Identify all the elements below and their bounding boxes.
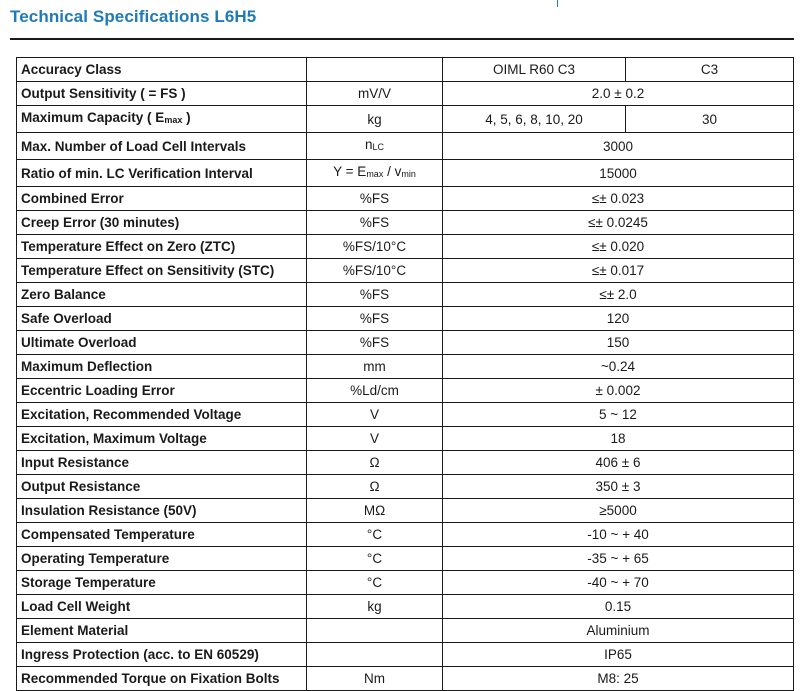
- spec-parameter: Accuracy Class: [17, 58, 307, 82]
- spec-parameter: Recommended Torque on Fixation Bolts: [17, 667, 307, 691]
- table-row: [17, 331, 794, 355]
- spec-value: 350 ± 3: [443, 475, 794, 499]
- spec-parameter: Maximum Capacity ( $E_{max}$ ): [17, 106, 307, 133]
- table-row: [17, 58, 794, 82]
- spec-unit: %FS: [307, 307, 443, 331]
- page-title: Technical Specifications L6H5: [10, 7, 257, 26]
- spec-value: ~0.24: [443, 355, 794, 379]
- spec-value: 3000: [443, 133, 794, 160]
- spec-value: -40 ~ + 70: [443, 571, 794, 595]
- spec-unit: %FS: [307, 211, 443, 235]
- spec-unit: %FS/10°C: [307, 235, 443, 259]
- spec-parameter: Maximum Deflection: [17, 355, 307, 379]
- spec-unit: Ω: [307, 475, 443, 499]
- table-row: [17, 451, 794, 475]
- table-row: [17, 499, 794, 523]
- table-row: [17, 523, 794, 547]
- spec-table-body: [17, 58, 794, 691]
- spec-unit: %Ld/cm: [307, 379, 443, 403]
- spec-unit: [307, 643, 443, 667]
- spec-unit: Ω: [307, 451, 443, 475]
- spec-parameter: Ingress Protection (acc. to EN 60529): [17, 643, 307, 667]
- spec-value: 120: [443, 307, 794, 331]
- spec-parameter: Temperature Effect on Zero (ZTC): [17, 235, 307, 259]
- spec-value: IP65: [443, 643, 794, 667]
- spec-parameter: Ultimate Overload: [17, 331, 307, 355]
- table-row: [17, 571, 794, 595]
- spec-parameter: Operating Temperature: [17, 547, 307, 571]
- table-row: [17, 82, 794, 106]
- table-row: [17, 211, 794, 235]
- spec-value: -35 ~ + 65: [443, 547, 794, 571]
- table-row: [17, 379, 794, 403]
- spec-unit: [307, 619, 443, 643]
- spec-table: [16, 57, 794, 691]
- spec-value: ≤± 0.017: [443, 259, 794, 283]
- spec-value: M8: 25: [443, 667, 794, 691]
- table-row: [17, 475, 794, 499]
- spec-value: 4, 5, 6, 8, 10, 20: [443, 106, 626, 133]
- spec-unit: V: [307, 427, 443, 451]
- spec-parameter: Safe Overload: [17, 307, 307, 331]
- spec-parameter: Ratio of min. LC Verification Interval: [17, 160, 307, 187]
- table-row: [17, 283, 794, 307]
- table-row: [17, 160, 794, 187]
- table-row: [17, 403, 794, 427]
- spec-unit: [307, 58, 443, 82]
- spec-value: ≥5000: [443, 499, 794, 523]
- spec-parameter: Storage Temperature: [17, 571, 307, 595]
- spec-parameter: Load Cell Weight: [17, 595, 307, 619]
- spec-parameter: Excitation, Maximum Voltage: [17, 427, 307, 451]
- spec-parameter: Max. Number of Load Cell Intervals: [17, 133, 307, 160]
- spec-value: ≤± 0.023: [443, 187, 794, 211]
- header-tick-mark: [557, 0, 558, 7]
- spec-unit: $Y = E_{max} / v_{min}$: [307, 160, 443, 187]
- table-row: [17, 106, 794, 133]
- spec-parameter: Zero Balance: [17, 283, 307, 307]
- spec-unit: Nm: [307, 667, 443, 691]
- table-row: [17, 187, 794, 211]
- spec-value: 18: [443, 427, 794, 451]
- spec-parameter: Insulation Resistance (50V): [17, 499, 307, 523]
- spec-parameter: Eccentric Loading Error: [17, 379, 307, 403]
- table-row: [17, 427, 794, 451]
- spec-unit: %FS: [307, 187, 443, 211]
- spec-unit: kg: [307, 595, 443, 619]
- spec-parameter: Creep Error (30 minutes): [17, 211, 307, 235]
- spec-parameter: Compensated Temperature: [17, 523, 307, 547]
- spec-value: ≤± 2.0: [443, 283, 794, 307]
- spec-unit: $n_{LC}$: [307, 133, 443, 160]
- spec-value: 2.0 ± 0.2: [443, 82, 794, 106]
- spec-value: ≤± 0.0245: [443, 211, 794, 235]
- spec-value: OIML R60 C3: [443, 58, 626, 82]
- spec-unit: °C: [307, 547, 443, 571]
- spec-parameter: Combined Error: [17, 187, 307, 211]
- spec-unit: mm: [307, 355, 443, 379]
- spec-parameter: Excitation, Recommended Voltage: [17, 403, 307, 427]
- table-row: [17, 133, 794, 160]
- spec-value: 0.15: [443, 595, 794, 619]
- spec-value: ≤± 0.020: [443, 235, 794, 259]
- spec-parameter: Input Resistance: [17, 451, 307, 475]
- spec-parameter: Element Material: [17, 619, 307, 643]
- table-row: [17, 619, 794, 643]
- table-row: [17, 235, 794, 259]
- spec-value: Aluminium: [443, 619, 794, 643]
- table-row: [17, 547, 794, 571]
- spec-value: 5 ~ 12: [443, 403, 794, 427]
- spec-parameter: Temperature Effect on Sensitivity (STC): [17, 259, 307, 283]
- spec-value: 406 ± 6: [443, 451, 794, 475]
- spec-value: 150: [443, 331, 794, 355]
- spec-unit: %FS: [307, 283, 443, 307]
- spec-unit: mV/V: [307, 82, 443, 106]
- spec-value: -10 ~ + 40: [443, 523, 794, 547]
- spec-unit: MΩ: [307, 499, 443, 523]
- spec-value: 15000: [443, 160, 794, 187]
- spec-unit: %FS: [307, 331, 443, 355]
- spec-unit: V: [307, 403, 443, 427]
- table-row: [17, 355, 794, 379]
- spec-unit: %FS/10°C: [307, 259, 443, 283]
- spec-unit: °C: [307, 571, 443, 595]
- spec-unit: kg: [307, 106, 443, 133]
- spec-parameter: Output Sensitivity ( = FS ): [17, 82, 307, 106]
- spec-parameter: Output Resistance: [17, 475, 307, 499]
- spec-value: 30: [626, 106, 794, 133]
- table-row: [17, 259, 794, 283]
- table-row: [17, 307, 794, 331]
- table-row: [17, 595, 794, 619]
- spec-value: ± 0.002: [443, 379, 794, 403]
- table-row: [17, 667, 794, 691]
- table-row: [17, 643, 794, 667]
- spec-value: C3: [626, 58, 794, 82]
- spec-unit: °C: [307, 523, 443, 547]
- title-underline: [10, 38, 794, 40]
